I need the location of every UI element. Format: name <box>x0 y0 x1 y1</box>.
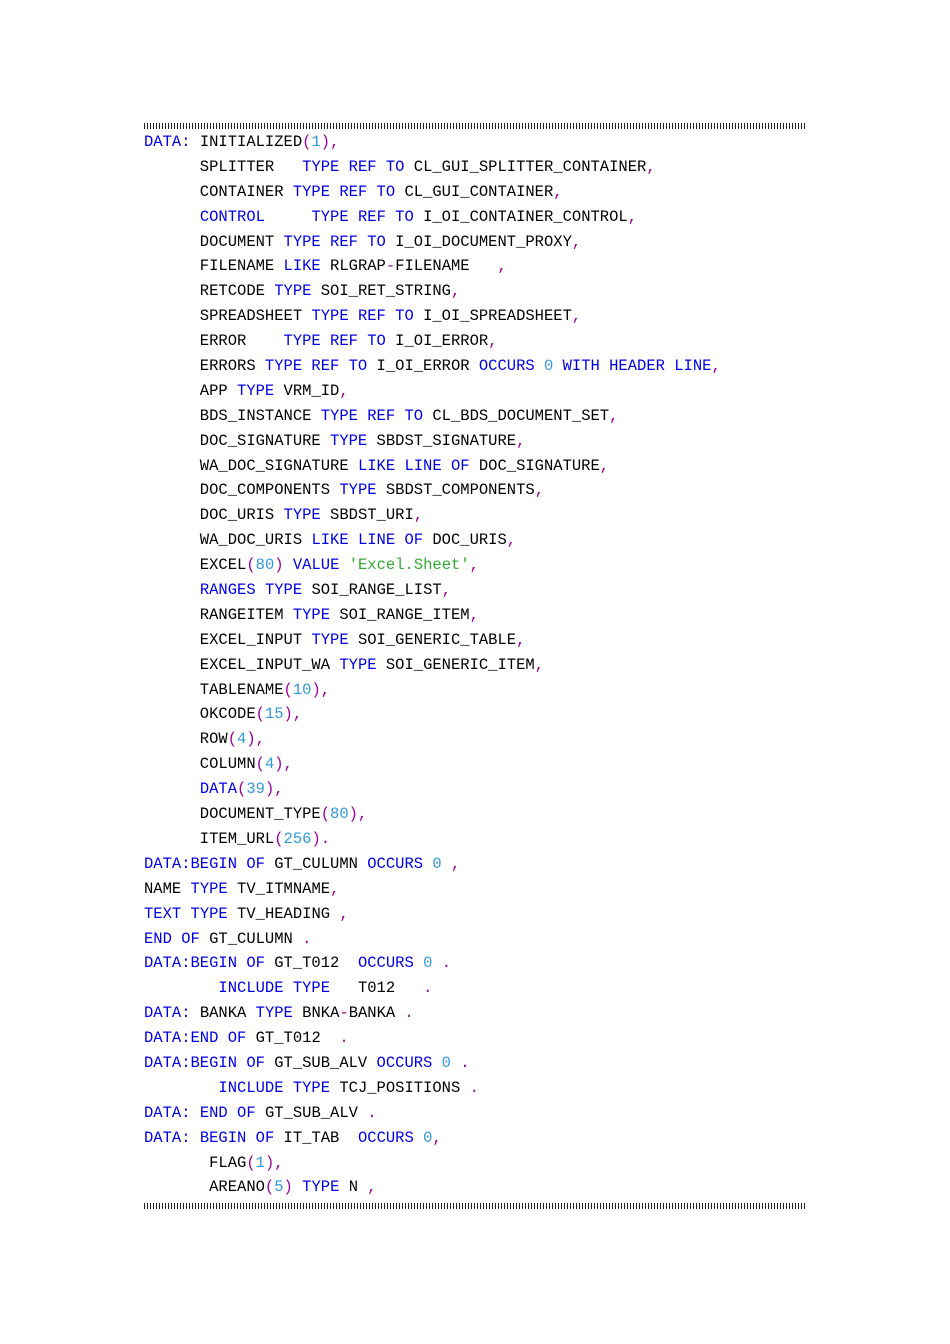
code-identifier: RETCODE <box>144 282 275 301</box>
code-number: 5 <box>274 1178 284 1197</box>
code-identifier: WA_DOC_URIS <box>144 531 312 550</box>
code-punctuation: . <box>339 1029 349 1048</box>
code-line <box>144 1126 721 1151</box>
code-identifier: ROW <box>144 730 228 749</box>
code-punctuation: , <box>450 282 461 301</box>
code-line <box>144 478 721 503</box>
code-line <box>144 1101 721 1126</box>
code-line <box>144 678 721 703</box>
code-line <box>144 180 721 205</box>
code-identifier <box>553 357 562 375</box>
code-keyword: OCCURS <box>376 1053 433 1072</box>
code-identifier: CL_GUI_SPLITTER_CONTAINER <box>404 157 647 176</box>
code-keyword: DATA:BEGIN OF <box>144 1053 265 1072</box>
code-number: 4 <box>264 755 275 774</box>
code-keyword: DATA: <box>144 1103 191 1122</box>
code-keyword: TYPE <box>237 381 275 400</box>
code-punctuation: , <box>571 232 582 251</box>
code-punctuation: , <box>441 581 451 600</box>
code-identifier <box>144 208 200 226</box>
code-identifier <box>432 1054 441 1072</box>
code-punctuation: ), <box>274 755 293 774</box>
code-keyword: TYPE <box>274 282 312 301</box>
code-punctuation: , <box>516 630 526 649</box>
code-line <box>144 553 721 578</box>
code-identifier <box>256 581 265 599</box>
code-identifier <box>414 954 423 972</box>
code-punctuation: , <box>432 1128 442 1147</box>
code-keyword: TYPE <box>330 431 368 450</box>
code-identifier <box>451 1054 460 1072</box>
code-identifier: GT_T012 <box>264 954 358 973</box>
code-punctuation: ( <box>283 680 293 699</box>
code-keyword: INCLUDE TYPE <box>218 979 331 998</box>
code-identifier: ERRORS <box>144 357 265 376</box>
code-punctuation: , <box>609 406 619 425</box>
code-line <box>144 503 721 528</box>
code-keyword: DATA:BEGIN OF <box>144 854 265 873</box>
code-identifier: CL_BDS_DOCUMENT_SET <box>423 406 610 425</box>
top-separator-rule <box>144 123 806 129</box>
code-identifier: N <box>339 1178 368 1197</box>
code-line <box>144 653 721 678</box>
code-identifier <box>144 979 218 997</box>
code-identifier: SBDST_URI <box>320 506 414 525</box>
code-punctuation: , <box>516 431 526 450</box>
code-identifier: I_OI_SPREADSHEET <box>413 307 572 326</box>
code-identifier: DOC_URIS <box>144 506 284 525</box>
code-identifier: DOC_SIGNATURE <box>469 456 600 475</box>
code-line <box>144 727 721 752</box>
code-punctuation: ). <box>311 829 331 848</box>
code-identifier <box>284 556 293 574</box>
code-identifier: EXCEL <box>144 556 247 575</box>
code-keyword: TYPE REF TO <box>302 157 405 176</box>
code-punctuation: , <box>646 157 656 176</box>
code-line <box>144 852 721 877</box>
code-identifier: BDS_INSTANCE <box>144 406 321 425</box>
code-keyword: TYPE REF TO <box>283 332 386 351</box>
code-number: 4 <box>237 730 247 749</box>
code-line <box>144 1151 721 1176</box>
code-identifier: DOCUMENT <box>144 232 284 251</box>
bottom-separator-rule <box>144 1203 806 1209</box>
code-identifier: SOI_GENERIC_ITEM <box>376 655 535 674</box>
code-number: 80 <box>330 805 349 824</box>
code-identifier: BNKA <box>292 1004 340 1023</box>
code-punctuation: ), <box>264 1153 284 1172</box>
code-identifier: SOI_RANGE_ITEM <box>330 605 470 624</box>
code-keyword: TYPE REF TO <box>311 307 414 326</box>
code-identifier: AREANO <box>144 1178 265 1197</box>
code-line <box>144 802 721 827</box>
code-keyword: WITH HEADER LINE <box>562 357 712 376</box>
code-punctuation: . <box>404 1004 414 1023</box>
code-keyword: TYPE <box>283 506 321 525</box>
code-identifier <box>191 1104 200 1122</box>
code-number: 0 <box>441 1053 451 1072</box>
code-identifier: I_OI_DOCUMENT_PROXY <box>385 232 572 251</box>
code-number: 1 <box>311 133 321 151</box>
code-punctuation: , <box>339 381 349 400</box>
code-punctuation: , <box>497 257 507 276</box>
code-keyword: TYPE <box>255 1004 293 1023</box>
code-line <box>144 230 721 255</box>
code-identifier <box>442 855 451 873</box>
code-punctuation: ), <box>283 705 303 724</box>
code-keyword: TYPE <box>190 879 228 898</box>
code-identifier: TV_HEADING <box>227 904 340 923</box>
code-number: 10 <box>292 680 312 699</box>
code-identifier <box>432 954 441 972</box>
code-punctuation: ( <box>255 755 265 774</box>
code-keyword: BEGIN OF <box>199 1128 275 1147</box>
code-line <box>144 927 721 952</box>
code-line <box>144 877 721 902</box>
code-identifier <box>191 1129 200 1147</box>
code-identifier: CL_GUI_CONTAINER <box>395 182 554 201</box>
code-number: 15 <box>264 705 284 724</box>
code-punctuation: ( <box>255 705 265 724</box>
code-identifier: NAME <box>144 879 191 898</box>
code-punctuation: ( <box>227 730 238 749</box>
code-keyword: DATA: <box>144 133 191 151</box>
code-line <box>144 628 721 653</box>
code-string: 'Excel.Sheet' <box>348 556 470 575</box>
code-identifier: DOCUMENT_TYPE <box>144 805 321 824</box>
code-punctuation: , <box>534 655 545 674</box>
code-identifier: ERROR <box>144 332 284 351</box>
code-number: 39 <box>246 780 265 799</box>
code-punctuation: - <box>339 1004 349 1023</box>
code-keyword: OCCURS <box>357 954 414 973</box>
code-punctuation: ( <box>237 780 247 799</box>
code-punctuation: ( <box>264 1178 275 1197</box>
code-identifier: FILENAME <box>395 257 498 276</box>
code-identifier: SPLITTER <box>144 157 303 176</box>
code-keyword: DATA <box>199 780 238 799</box>
code-identifier <box>423 855 432 873</box>
code-line <box>144 827 721 852</box>
code-punctuation: ), <box>320 133 340 151</box>
code-punctuation: ), <box>246 730 265 749</box>
code-punctuation: ), <box>348 805 368 824</box>
code-identifier: GT_CULUMN <box>264 854 368 873</box>
code-line <box>144 902 721 927</box>
code-keyword: TYPE <box>264 581 303 600</box>
code-identifier: DOC_URIS <box>423 531 507 550</box>
code-keyword: END OF <box>199 1103 256 1122</box>
code-identifier: TV_ITMNAME <box>227 879 331 898</box>
code-punctuation: ) <box>274 556 284 575</box>
code-line <box>144 429 721 454</box>
code-punctuation: ( <box>302 133 312 151</box>
code-identifier <box>181 905 190 923</box>
code-punctuation: , <box>599 456 610 475</box>
code-line <box>144 254 721 279</box>
code-punctuation: . <box>367 1103 377 1122</box>
code-identifier <box>144 581 200 599</box>
code-punctuation: ) <box>283 1178 293 1197</box>
code-identifier <box>414 1129 423 1147</box>
code-line <box>144 205 721 230</box>
code-punctuation: - <box>385 257 396 276</box>
code-keyword: DATA:END OF <box>144 1029 247 1048</box>
code-identifier <box>265 208 312 226</box>
code-keyword: TYPE <box>339 481 377 500</box>
code-line <box>144 454 721 479</box>
code-punctuation: , <box>506 531 517 550</box>
code-keyword: TYPE REF TO <box>311 207 414 226</box>
code-identifier: SOI_RET_STRING <box>311 282 451 301</box>
code-identifier <box>144 780 200 798</box>
code-line <box>144 279 721 304</box>
code-number: 256 <box>283 829 312 848</box>
code-punctuation: ( <box>274 829 284 848</box>
code-punctuation: , <box>571 307 582 326</box>
code-line <box>144 130 721 155</box>
code-punctuation: , <box>469 605 479 624</box>
code-identifier: EXCEL_INPUT <box>144 630 312 649</box>
code-punctuation: , <box>367 1178 377 1197</box>
code-keyword: DATA: <box>144 1128 191 1147</box>
code-identifier: I_OI_ERROR <box>367 357 479 376</box>
code-keyword: TYPE <box>302 1178 340 1197</box>
code-line <box>144 329 721 354</box>
code-number: 0 <box>544 357 554 376</box>
code-keyword: OCCURS <box>478 357 535 376</box>
code-line <box>144 951 721 976</box>
code-punctuation: . <box>460 1053 470 1072</box>
code-identifier <box>144 1079 218 1097</box>
code-keyword: RANGES <box>199 581 256 600</box>
code-punctuation: . <box>423 979 433 998</box>
code-identifier: DOC_COMPONENTS <box>144 481 340 500</box>
code-keyword: TYPE REF TO <box>283 232 386 251</box>
code-number: 1 <box>255 1153 265 1172</box>
code-identifier: IT_TAB <box>274 1128 358 1147</box>
code-line <box>144 777 721 802</box>
code-line <box>144 304 721 329</box>
code-identifier: TCJ_POSITIONS <box>330 1078 470 1097</box>
code-keyword: VALUE <box>292 556 340 575</box>
code-identifier: SPREADSHEET <box>144 307 312 326</box>
code-line <box>144 354 721 379</box>
code-line <box>144 578 721 603</box>
code-keyword: TEXT <box>144 904 182 923</box>
code-punctuation: , <box>330 879 340 898</box>
code-keyword: TYPE <box>339 655 377 674</box>
code-line <box>144 1051 721 1076</box>
code-identifier: WA_DOC_SIGNATURE <box>144 456 358 475</box>
code-keyword: LIKE LINE OF <box>311 531 424 550</box>
code-punctuation: . <box>469 1078 479 1097</box>
code-line <box>144 752 721 777</box>
code-number: 80 <box>255 556 275 575</box>
code-identifier: VRM_ID <box>274 381 340 400</box>
code-punctuation: ( <box>320 805 331 824</box>
code-keyword: INCLUDE TYPE <box>218 1078 331 1097</box>
code-identifier: FILENAME <box>144 257 284 276</box>
code-keyword: TYPE REF TO <box>320 406 424 425</box>
code-keyword: CONTROL <box>199 207 265 226</box>
code-punctuation: , <box>469 556 479 575</box>
code-identifier: I_OI_CONTAINER_CONTROL <box>413 207 628 226</box>
code-line <box>144 1026 721 1051</box>
code-punctuation: , <box>627 207 638 226</box>
code-keyword: LIKE <box>283 257 321 276</box>
code-identifier: INITIALIZED <box>190 133 303 151</box>
code-identifier <box>339 556 348 574</box>
code-keyword: END OF <box>144 929 200 948</box>
code-identifier: OKCODE <box>144 705 256 724</box>
code-identifier: I_OI_ERROR <box>385 332 489 351</box>
code-identifier: DOC_SIGNATURE <box>144 431 331 450</box>
code-number: 0 <box>423 1128 433 1147</box>
code-keyword: TYPE REF TO <box>264 357 368 376</box>
code-identifier <box>293 1178 302 1196</box>
code-line <box>144 1076 721 1101</box>
code-keyword: TYPE <box>190 904 228 923</box>
code-keyword: TYPE <box>292 605 331 624</box>
code-number: 0 <box>423 954 433 973</box>
code-keyword: LIKE LINE OF <box>357 456 470 475</box>
code-line <box>144 155 721 180</box>
code-identifier: GT_SUB_ALV <box>255 1103 368 1122</box>
code-line <box>144 404 721 429</box>
code-identifier: BANKA <box>190 1004 256 1023</box>
code-punctuation: , <box>413 506 424 525</box>
code-keyword: DATA: <box>144 1004 191 1023</box>
code-identifier: RLGRAP <box>320 257 386 276</box>
code-punctuation: , <box>711 357 721 376</box>
code-punctuation: ), <box>311 680 331 699</box>
code-punctuation: . <box>441 954 451 973</box>
code-identifier: BANKA <box>348 1004 405 1023</box>
code-identifier <box>535 357 544 375</box>
code-identifier: CONTAINER <box>144 182 293 201</box>
code-identifier: COLUMN <box>144 755 256 774</box>
code-keyword: OCCURS <box>367 854 424 873</box>
code-identifier: SOI_RANGE_LIST <box>302 581 442 600</box>
code-identifier: FLAG <box>144 1153 247 1172</box>
code-punctuation: ( <box>246 1153 256 1172</box>
code-identifier: ITEM_URL <box>144 829 275 848</box>
code-number: 0 <box>432 854 442 873</box>
code-identifier: APP <box>144 381 238 400</box>
code-line <box>144 379 721 404</box>
code-punctuation: ), <box>264 780 284 799</box>
code-keyword: OCCURS <box>357 1128 414 1147</box>
code-identifier: GT_CULUMN <box>199 929 303 948</box>
abap-code-block <box>144 130 721 1200</box>
code-identifier: GT_SUB_ALV <box>264 1053 377 1072</box>
code-punctuation: , <box>534 481 545 500</box>
code-identifier: GT_T012 <box>246 1029 340 1048</box>
code-line <box>144 528 721 553</box>
code-identifier: RANGEITEM <box>144 605 293 624</box>
code-keyword: DATA:BEGIN OF <box>144 954 265 973</box>
code-line <box>144 1175 721 1200</box>
code-keyword: TYPE REF TO <box>292 182 396 201</box>
code-identifier: T012 <box>330 979 424 998</box>
code-identifier: SOI_GENERIC_TABLE <box>348 630 517 649</box>
code-punctuation: ( <box>246 556 256 575</box>
code-punctuation: , <box>451 854 461 873</box>
code-line <box>144 702 721 727</box>
code-identifier: SBDST_COMPONENTS <box>376 481 535 500</box>
code-keyword: TYPE <box>311 630 349 649</box>
code-identifier: TABLENAME <box>144 680 284 699</box>
code-line <box>144 1001 721 1026</box>
code-punctuation: . <box>302 929 312 948</box>
code-punctuation: , <box>488 332 498 351</box>
code-punctuation: , <box>339 904 349 923</box>
code-identifier: SBDST_SIGNATURE <box>367 431 517 450</box>
code-punctuation: , <box>553 182 563 201</box>
code-line <box>144 976 721 1001</box>
code-identifier: EXCEL_INPUT_WA <box>144 655 340 674</box>
code-line <box>144 603 721 628</box>
